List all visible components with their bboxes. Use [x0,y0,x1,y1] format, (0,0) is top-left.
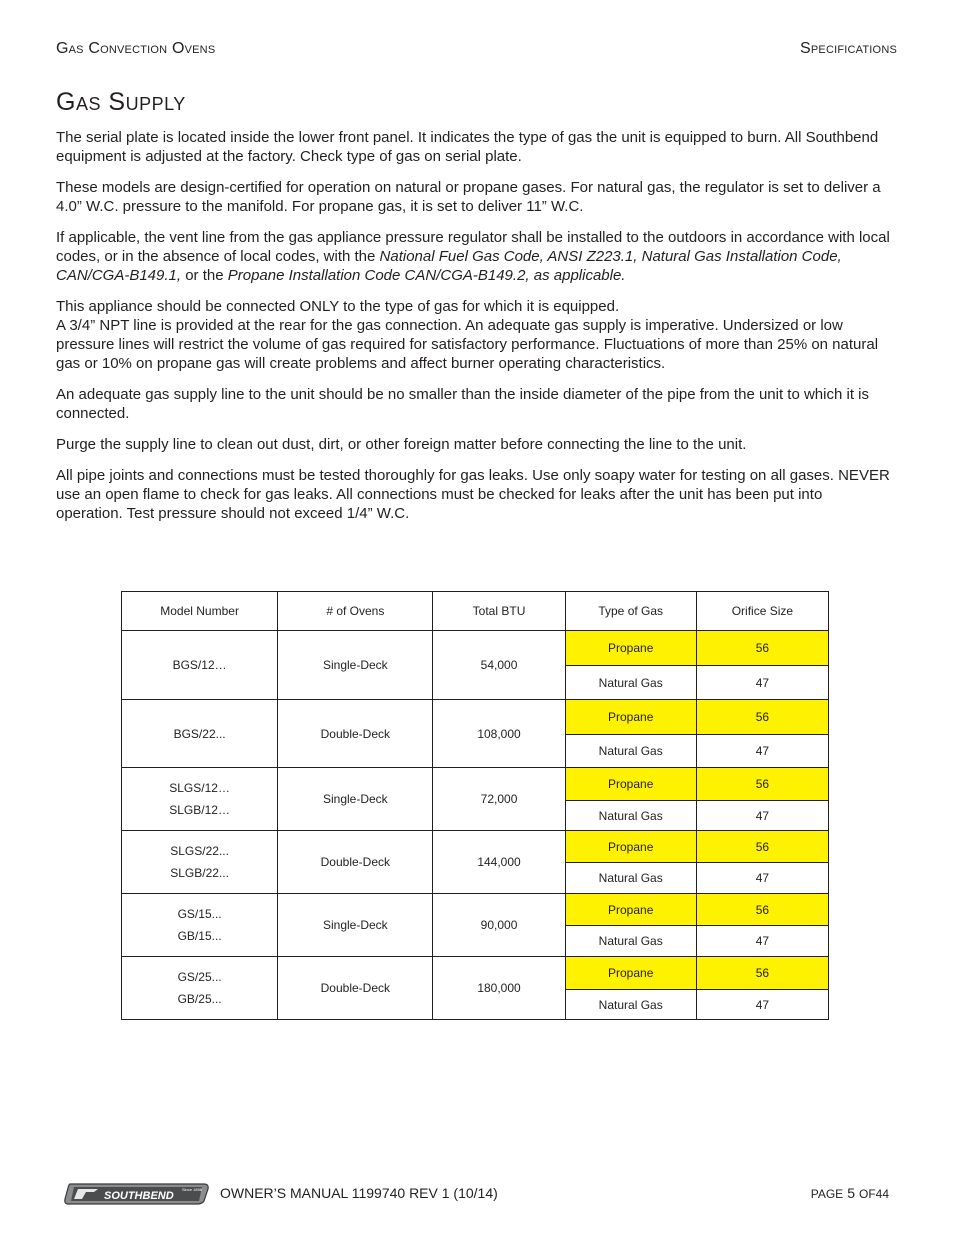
table-row [122,700,829,735]
table-row [122,631,829,666]
model-number-alt: SLGB/12… [169,803,230,817]
gas-type-propane: Propane [565,831,696,863]
table-row [122,831,829,863]
model-number: SLGS/22... [170,844,229,858]
model-number: GS/15... [177,907,222,921]
orifice-propane: 56 [696,957,828,990]
model-number-alt: SLGB/22... [170,866,229,880]
model-cell [122,631,278,700]
model-number-alt: GB/25... [177,992,222,1006]
gas-type-propane: Propane [565,631,696,666]
orifice-propane: 56 [696,768,828,801]
orifice-natural: 47 [696,666,828,700]
logo-wordmark: SOUTHBEND [104,1190,174,1202]
btu-cell: 72,000 [433,768,565,831]
model-number-alt: GB/15... [177,929,222,943]
vent-line-code-ref: National Fuel Gas Code, ANSI Z223.1, Natural Gas Installation Code, CAN/CGA-B149.1, [56,248,842,284]
btu-cell: 180,000 [433,957,565,1020]
table-header-row [122,592,829,631]
page-number: 5 [847,1185,855,1201]
body-text [56,128,892,535]
model-cell [122,831,278,894]
paragraph-connection [56,297,892,373]
paragraph-leak-test: All pipe joints and connections must be tested thoroughly for gas leaks. Use only soapy water for testing on all gases. NEVER use an open flame to check for gas leaks. All connections must be checked for leaks after the unit has been put into operation. Test pressure should not exceed 1/4” W.C. [56,467,890,522]
ovens-cell: Single-Deck [278,894,433,957]
header-type-of-gas: Type of Gas [565,592,696,631]
paragraph-design-certified: These models are design-certified for operation on natural or propane gases. For natural gas, the regulator is set to deliver a 4.0” W.C. pressure to the manifold. For propane gas, it is set to deliver 11” W.C. [56,179,881,215]
header-model-number: Model Number [122,592,278,631]
gas-type-propane: Propane [565,768,696,801]
ovens-cell: Double-Deck [278,957,433,1020]
ovens-cell: Single-Deck [278,768,433,831]
model-number: GS/25... [177,970,222,984]
gas-type-propane: Propane [565,894,696,926]
orifice-propane: 56 [696,831,828,863]
orifice-natural: 47 [696,990,828,1020]
orifice-propane: 56 [696,894,828,926]
header-total-btu: Total BTU [433,592,565,631]
ovens-cell: Double-Deck [278,831,433,894]
page-of: OF44 [858,1187,889,1201]
model-number: SLGS/12… [169,781,230,795]
running-header-right [800,40,897,58]
orifice-propane: 56 [696,700,828,735]
vent-line-text: If applicable, the vent line from the gas appliance pressure regulator shall be installed to the outdoors in accordance with local codes, or in the absence of local codes, with the [56,229,890,265]
southbend-logo [64,1182,210,1211]
gas-type-natural: Natural Gas [565,735,696,768]
btu-cell: 108,000 [433,700,565,768]
paragraph-serial-plate: The serial plate is located inside the lower front panel. It indicates the type of gas the unit is equipped to burn. All Southbend equipment is adjusted at the factory. Check type of gas on serial plate. [56,129,879,165]
model-number: BGS/22... [173,726,226,741]
orifice-spec-table [121,591,829,1020]
gas-type-propane: Propane [565,700,696,735]
table-row [122,957,829,990]
orifice-propane: 56 [696,631,828,666]
btu-cell: 90,000 [433,894,565,957]
running-header-left [56,40,215,58]
btu-cell: 144,000 [433,831,565,894]
section-title: Gas Supply [56,88,186,116]
model-cell [122,700,278,768]
logo-since: Since 1898 [182,1187,203,1192]
connection-only-text: This appliance should be connected ONLY to the type of gas for which it is equipped. [56,298,620,315]
paragraph-purge: Purge the supply line to clean out dust, dirt, or other foreign matter before connecting the line to the unit. [56,436,747,453]
footer-page-number [811,1185,889,1201]
header-ovens: # of Ovens [278,592,433,631]
header-right-title: Specifications [800,40,897,57]
model-number: BGS/12… [172,658,227,672]
page-label: PAGE [810,1187,844,1201]
ovens-cell: Double-Deck [278,700,433,768]
gas-type-natural: Natural Gas [565,666,696,700]
paragraph-supply-line-size: An adequate gas supply line to the unit should be no smaller than the inside diameter of the pipe from the unit to which it is connected. [56,386,869,422]
vent-line-or: or the [181,267,228,284]
header-left-title: Gas Convection Ovens [56,40,216,57]
paragraph-vent-line [56,228,892,285]
gas-type-propane: Propane [565,957,696,990]
orifice-natural: 47 [696,926,828,957]
gas-type-natural: Natural Gas [565,990,696,1020]
npt-line-text: A 3/4” NPT line is provided at the rear for the gas connection. An adequate gas supply is imperative. Undersized or low pressure lines will restrict the volume of gas required for satisfactory performance. Fluctuations of more than 25% on natural gas or 10% on propane gas will create problems and affect burner operating characteristics. [56,317,879,372]
table-row [122,768,829,801]
model-cell [122,894,278,957]
ovens-cell: Single-Deck [278,631,433,700]
orifice-natural: 47 [696,735,828,768]
header-orifice-size: Orifice Size [696,592,828,631]
model-cell [122,768,278,831]
gas-type-natural: Natural Gas [565,863,696,894]
gas-type-natural: Natural Gas [565,801,696,831]
btu-cell: 54,000 [433,631,565,700]
gas-type-natural: Natural Gas [565,926,696,957]
model-cell [122,957,278,1020]
footer-manual-id: OWNER’S MANUAL 1199740 REV 1 (10/14) [220,1185,498,1201]
orifice-natural: 47 [696,863,828,894]
vent-line-propane-code: Propane Installation Code CAN/CGA-B149.2, as applicable. [227,267,626,284]
table-row [122,894,829,926]
orifice-natural: 47 [696,801,828,831]
